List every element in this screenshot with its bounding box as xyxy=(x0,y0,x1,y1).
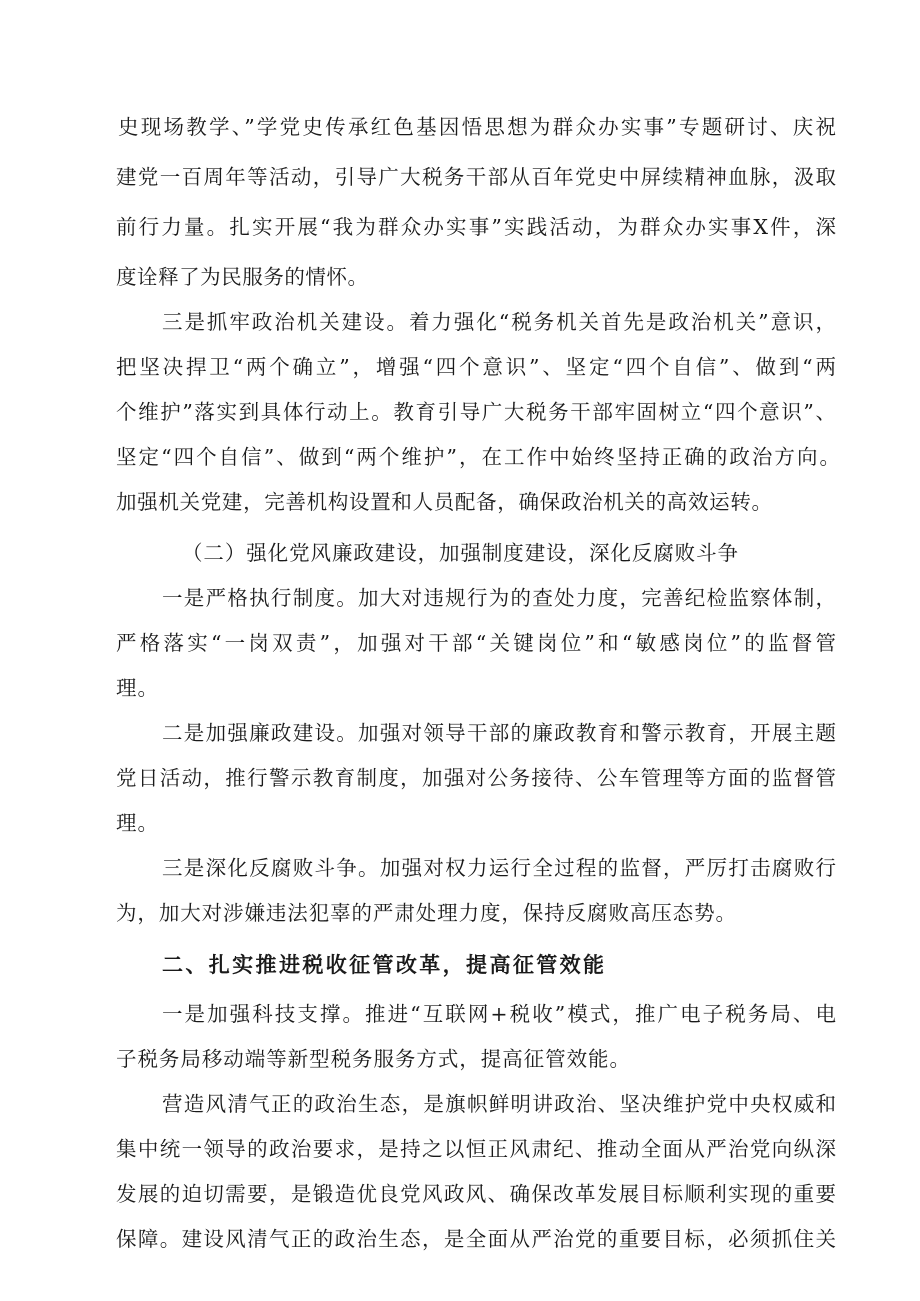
section-heading xyxy=(0,945,920,985)
text-line xyxy=(0,392,920,432)
line-text: 度诠释了为民服务的情怀。 xyxy=(116,265,369,289)
line-text: 建党一百周年等活动，引导广大税务干部从百年党史中屏续精神血脉，汲取 xyxy=(116,165,838,189)
text-line xyxy=(0,623,920,663)
text-line xyxy=(0,578,920,618)
line-text: 子税务局移动端等新型税务服务方式，提高征管效能。 xyxy=(116,1047,631,1071)
text-line xyxy=(0,1174,920,1214)
text-line xyxy=(0,1219,920,1259)
text-line xyxy=(0,893,920,933)
section-subheading xyxy=(0,533,920,573)
line-text: 个维护”落实到具体行动上。教育引导广大税务干部牢固树立“四个意识”、 xyxy=(116,400,838,424)
line-text: 坚定“四个自信”、做到“两个维护”，在工作中始终坚持正确的政治方向。 xyxy=(116,445,843,469)
line-text: 理。 xyxy=(116,676,159,700)
text-line xyxy=(0,157,920,197)
text-line xyxy=(0,257,920,297)
text-line xyxy=(0,803,920,843)
line-text: 把坚决捍卫“两个确立”，增强“四个意识”、坚定“四个自信”、做到“两 xyxy=(116,355,839,379)
text-line xyxy=(0,758,920,798)
line-text: 营造风清气正的政治生态，是旗帜鲜明讲政治、坚决维护党中央权威和 xyxy=(162,1092,838,1116)
line-text: （二）强化党风廉政建设，加强制度建设，深化反腐败斗争 xyxy=(182,541,739,565)
text-line xyxy=(0,1129,920,1169)
line-text: 二、扎实推进税收征管改革，提高征管效能 xyxy=(162,953,607,977)
line-text: 一是加强科技支撑。推进“互联网+税收”模式，推广电子税务局、电 xyxy=(162,1002,839,1026)
text-line xyxy=(0,1084,920,1124)
line-text: 发展的迫切需要，是锻造优良党风政风、确保改革发展目标顺利实现的重要 xyxy=(116,1182,838,1206)
text-line xyxy=(0,994,920,1034)
text-line xyxy=(0,1039,920,1079)
line-text: 严格落实“一岗双责”，加强对干部“关键岗位”和“敏感岗位”的监督管 xyxy=(116,631,840,655)
line-text: 加强机关党建，完善机构设置和人员配备，确保政治机关的高效运转。 xyxy=(116,490,773,514)
line-text: 前行力量。扎实开展“我为群众办实事”实践活动，为群众办实事X件，深 xyxy=(116,215,839,239)
text-line xyxy=(0,107,920,147)
line-text: 一是严格执行制度。加大对违规行为的查处力度，完善纪检监察体制， xyxy=(162,586,838,610)
text-line xyxy=(0,848,920,888)
text-line xyxy=(0,347,920,387)
text-line xyxy=(0,668,920,708)
line-text: 保障。建设风清气正的政治生态，是全面从严治党的重要目标，必须抓住关 xyxy=(116,1227,838,1251)
text-line xyxy=(0,713,920,753)
line-text: 党日活动，推行警示教育制度，加强对公务接待、公车管理等方面的监督管 xyxy=(116,766,838,790)
line-text: 三是深化反腐败斗争。加强对权力运行全过程的监督，严厉打击腐败行 xyxy=(162,856,838,880)
line-text: 集中统一领导的政治要求，是持之以恒正风肃纪、推动全面从严治党向纵深 xyxy=(116,1137,838,1161)
line-text: 二是加强廉政建设。加强对领导干部的廉政教育和警示教育，开展主题 xyxy=(162,721,838,745)
line-text: 史现场教学、”学党史传承红色基因悟思想为群众办实事”专题研讨、庆祝 xyxy=(118,115,839,139)
line-text: 三是抓牢政治机关建设。着力强化“税务机关首先是政治机关”意识， xyxy=(162,310,838,334)
text-line xyxy=(0,437,920,477)
line-text: 理。 xyxy=(116,811,159,835)
text-line xyxy=(0,207,920,247)
text-line xyxy=(0,482,920,522)
line-text: 为，加大对涉嫌违法犯辜的严肃处理力度，保持反腐败高压态势。 xyxy=(116,901,737,925)
text-line xyxy=(0,302,920,342)
